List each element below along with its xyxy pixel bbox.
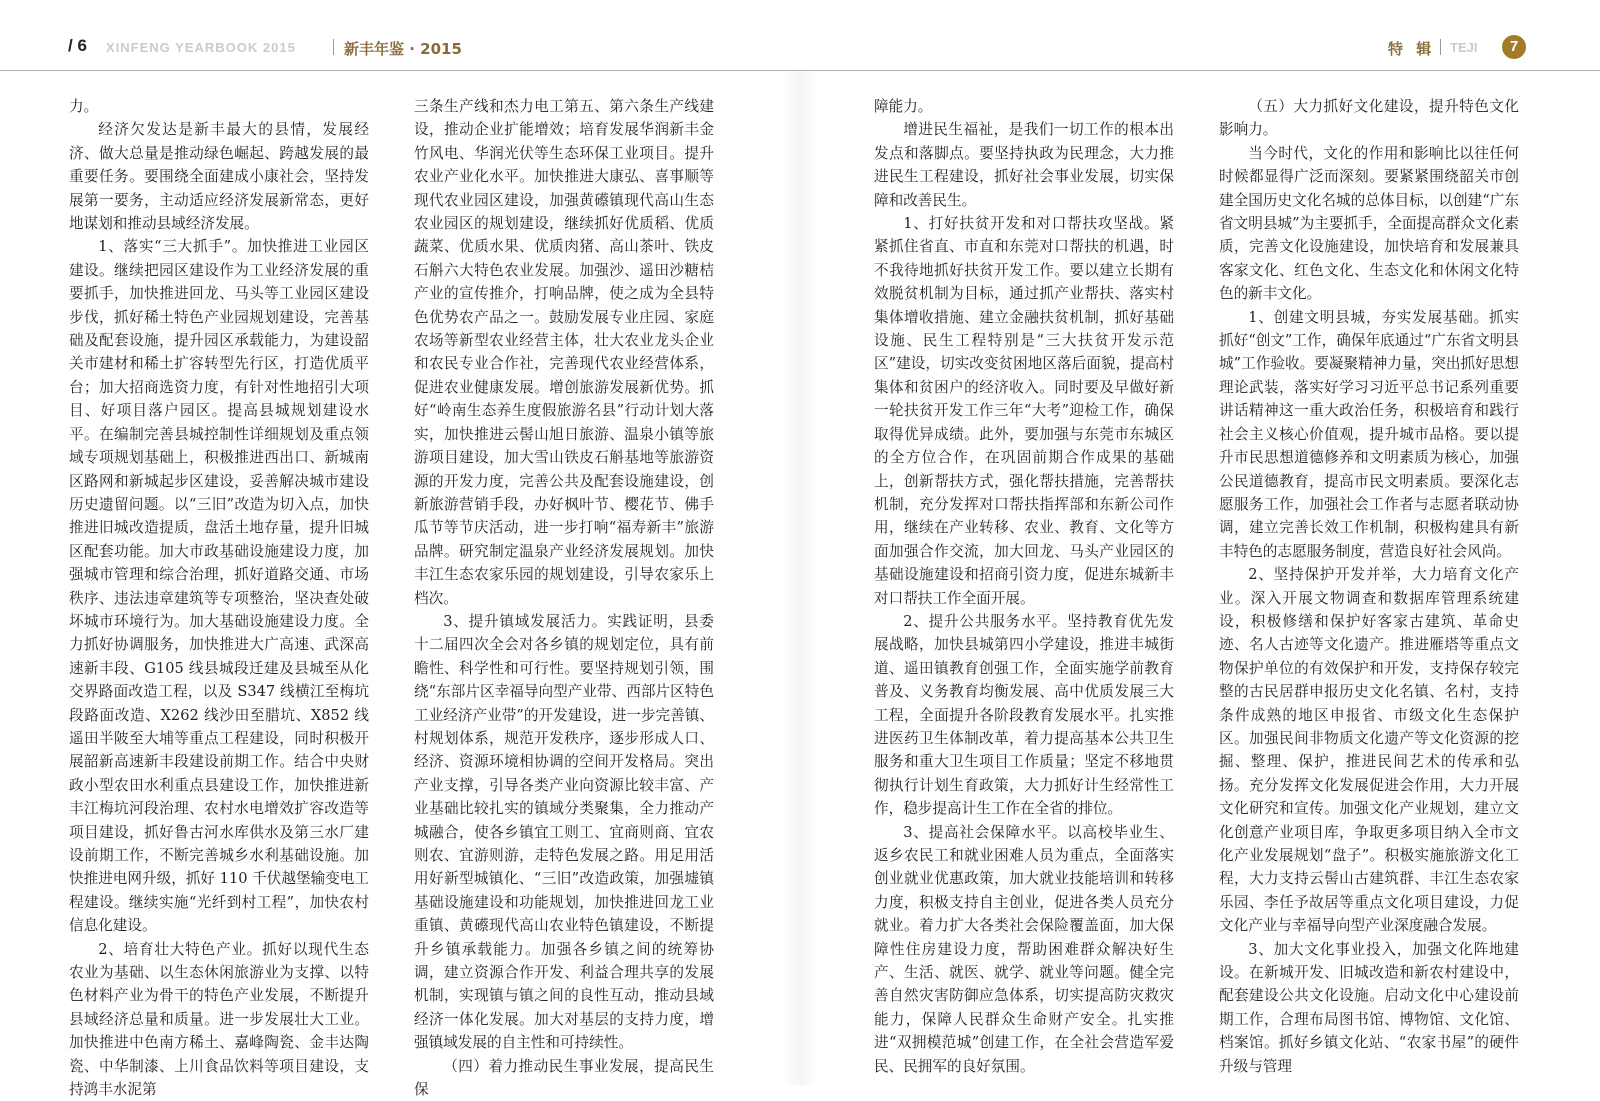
paragraph: 3、提升镇域发展活力。实践证明，县委十二届四次全会对各乡镇的规划定位，具有前瞻性、科学性和可行性。要坚持规划引领，围绕“东部片区幸福导向型产业带、西部片区特色工业经济产业带”的开发建设，进一步完善镇、村规划体系，规范开发秩序，逐步形成人口、经济、资源环境相协调的空间开发格局。突出产业支撑，引导各类产业向资源比较丰富、产业基础比较扎实的镇域分类聚集，全力推动产城融合，使各乡镇宜工则工、宜商则商、宜农则农、宜游则游，走特色发展之路。用足用活用好新型城镇化、“三旧”改造政策，加强墟镇基础设施建设和功能规划，加快推进回龙工业重镇、黄礤现代高山农业特色镇建设，不断提升乡镇承载能力。加强各乡镇之间的统筹协调，建立资源合作开发、利益合理共享的发展机制，实现镇与镇之间的良性互动，推动县域经济一体化发展。加大对基层的支持力度，增强镇域发展的自主性和可持续性。	[414, 612, 714, 1052]
paragraph: 三条生产线和杰力电工第五、第六条生产线建设，推动企业扩能增效；培育发展华润新丰金竹风电、华润光伏等生态环保工业项目。提升农业产业化水平。加快推进大康弘、喜事顺等现代农业园区建设，加强黄礤镇现代高山生态农业园区的规划建设，继续抓好优质稻、优质蔬菜、优质水果、优质肉猪、高山茶叶、铁皮石斛六大特色农业发展。加强沙、遥田沙糖桔产业的宣传推介，打响品牌，使之成为全县特色优势农产品之一。鼓励发展专业庄园、家庭农场等新型农业经营主体，壮大农业龙头企业和农民专业合作社，完善现代农业经营体系，促进农业健康发展。增创旅游发展新优势。抓好“岭南生态养生度假旅游名县”行动计划大落实，加快推进云髻山旭日旅游、温泉小镇等旅游项目建设，加大雪山铁皮石斛基地等旅游资源的开发力度，完善公共及配套设施建设，创新旅游营销手段，办好枫叶节、樱花节、佛手瓜节等节庆活动，进一步打响“福寿新丰”旅游品牌。研究制定温泉产业经济发展规划。加快丰江生态农家乐园的规划建设，引导农家乐上档次。	[414, 98, 714, 607]
paragraph: 障能力。	[874, 98, 933, 115]
paragraph: （五）大力抓好文化建设，提升特色文化影响力。	[1219, 98, 1519, 139]
paragraph: 2、培育壮大特色产业。抓好以现代生态农业为基础、以生态休闲旅游业为支撑、以特色材料产业为骨干的特色产业发展，不断提升县域经济总量和质量。进一步发展壮大工业。加快推进中色南方稀土、嘉峰陶瓷、金丰达陶瓷、中华制漆、上川食品饮料等项目建设，支持鸿丰水泥第	[69, 940, 369, 1099]
paragraph: 1、创建文明县城，夯实发展基础。抓实抓好“创文”工作，确保年底通过“广东省文明县城”工作验收。要凝聚精神力量，突出抓好思想理论武装，落实好学习习近平总书记系列重要讲话精神这一重大政治任务，积极培育和践行社会主义核心价值观，提升城市品格。要以提升市民思想道德修养和文明素质为核心，加强公民道德教育，提高市民文明素质。要深化志愿服务工作，加强社会工作者与志愿者联动协调，建立完善长效工作机制，积极构建具有新丰特色的志愿服务制度，营造良好社会风尚。	[1219, 308, 1519, 560]
text-column-4	[1219, 95, 1519, 1075]
yearbook-title-cn: 新丰年鉴 · 2015	[344, 40, 462, 58]
text-column-3	[874, 95, 1174, 1075]
paragraph: 当今时代，文化的作用和影响比以往任何时候都显得广泛而深刻。要紧紧围绕韶关市创建全国历史文化名城的总体目标，以创建“广东省文明县城”为主要抓手，全面提高群众文化素质，完善文化设施建设，加快培育和发展兼具客家文化、红色文化、生态文化和休闲文化特色的新丰文化。	[1219, 144, 1519, 303]
header-divider	[333, 39, 334, 55]
text-column-1	[69, 95, 369, 1099]
paragraph: 3、加大文化事业投入，加强文化阵地建设。在新城开发、旧城改造和新农村建设中，配套建设公共文化设施。启动文化中心建设前期工作，合理布局图书馆、博物馆、文化馆、档案馆。抓好乡镇文化站、“农家书屋”的硬件升级与管理	[1219, 940, 1519, 1075]
header-divider	[1440, 39, 1441, 55]
paragraph: 力。	[69, 98, 99, 115]
paragraph: 增进民生福祉，是我们一切工作的根本出发点和落脚点。要坚持执政为民理念，大力推进民生工程建设，抓好社会事业发展，切实保障和改善民生。	[874, 121, 1174, 209]
section-title-cn: 特 辑	[1388, 40, 1436, 58]
paragraph: 1、落实“三大抓手”。加快推进工业园区建设。继续把园区建设作为工业经济发展的重要抓手，加快推进回龙、马头等工业园区建设步伐，抓好稀土特色产业园规划建设，完善基础及配套设施，提升园区承载能力，为建设韶关市建材和稀土扩容转型先行区，打造优质平台；加大招商选资力度，有针对性地招引大项目、好项目落户园区。提高县城规划建设水平。在编制完善县城控制性详细规划及重点领域专项规划基础上，积极推进西出口、新城南区路网和新城起步区建设，妥善解决城市建设历史遗留问题。以“三旧”改造为切入点，加快推进旧城改造提质，盘活土地存量，提升旧城区配套功能。加大市政基础设施建设力度，加强城市管理和综合治理，抓好道路交通、市场秩序、违法违章建筑等专项整治，坚决查处破坏城市环境行为。加大基础设施建设力度。全力抓好协调服务，加快推进大广高速、武深高速新丰段、G105 线县城段迁建及县城至从化交界路面改造工程，以及 S347 线横江至梅坑段路面改造、X262 线沙田至腊坑、X852 线遥田半陂至大埔等重点工程建设，同时积极开展韶新高速新丰段建设前期工作。结合中央财政小型农田水利重点县建设工作，加快推进新丰江梅坑河段治理、农村水电增效扩容改造等项目建设，抓好鲁古河水库供水及第三水厂建设前期工作，不断完善城乡水利基础设施。加快推进电网升级，抓好 110 千伏越堡输变电工程建设。继续实施“光纤到村工程”，加快农村信息化建设。	[69, 238, 369, 935]
right-page-number-badge: 7	[1502, 35, 1526, 59]
paragraph: 1、打好扶贫开发和对口帮扶攻坚战。紧紧抓住省直、市直和东莞对口帮扶的机遇，时不我待地抓好扶贫开发工作。要以建立长期有效脱贫机制为目标，通过抓产业帮扶、落实村集体增收措施、建立金融扶贫机制，抓好基础设施、民生工程特别是“三大扶贫开发示范区”建设，切实改变贫困地区落后面貌，提高村集体和贫困户的经济收入。同时要及早做好新一轮扶贫开发工作三年“大考”迎检工作，确保取得优异成绩。此外，要加强与东莞市东城区的全方位合作，在巩固前期合作成果的基础上，创新帮扶方式，强化帮扶措施，完善帮扶机制，充分发挥对口帮扶指挥部和东新公司作用，继续在产业转移、农业、教育、文化等方面加强合作交流，加大回龙、马头产业园区的基础设施建设和招商引资力度，促进东城新丰对口帮扶工作全面开展。	[874, 215, 1174, 607]
section-title-en: TEJI	[1450, 40, 1478, 55]
text-column-2	[414, 95, 714, 1099]
paragraph: 2、坚持保护开发并举，大力培育文化产业。深入开展文物调查和数据库管理系统建设，积极修缮和保护好客家古建筑、革命史迹、名人古迹等文化遗产。推进雁塔等重点文物保护单位的有效保护和开发，支持保存较完整的古民居群申报历史文化名镇、名村，支持条件成熟的地区申报省、市级文化生态保护区。加强民间非物质文化遗产等文化资源的挖掘、整理、保护，推进民间艺术的传承和弘扬。充分发挥文化发展促进会作用，大力开展文化研究和宣传。加强文化产业规划，建立文化创意产业项目库，争取更多项目纳入全市文化产业发展规划“盘子”。积极实施旅游文化工程，大力支持云髻山古建筑群、丰江生态农家乐园、李任予故居等重点文化项目建设，力促文化产业与幸福导向型产业深度融合发展。	[1219, 566, 1519, 935]
yearbook-title-en: XINFENG YEARBOOK 2015	[106, 40, 296, 55]
left-page-number: / 6	[68, 36, 87, 55]
page-header	[0, 0, 1600, 71]
page-gutter	[782, 71, 818, 1085]
paragraph: 2、提升公共服务水平。坚持教育优先发展战略，加快县城第四小学建设，推进丰城街道、遥田镇教育创强工作，全面实施学前教育普及、义务教育均衡发展、高中优质发展三大工程，全面提升各阶段教育发展水平。扎实推进医药卫生体制改革，着力提高基本公共卫生服务和重大卫生项目工作质量；坚定不移地贯彻执行计划生育政策，大力抓好计生经常性工作，稳步提高计生工作在全省的排位。	[874, 612, 1174, 818]
paragraph: 经济欠发达是新丰最大的县情，发展经济、做大总量是推动绿色崛起、跨越发展的最重要任务。要围绕全面建成小康社会，坚持发展第一要务，主动适应经济发展新常态，更好地谋划和推动县域经济发展。	[69, 121, 369, 233]
paragraph: （四）着力推动民生事业发展，提高民生保	[414, 1057, 714, 1099]
paragraph: 3、提高社会保障水平。以高校毕业生、返乡农民工和就业困难人员为重点，全面落实创业就业优惠政策，加大就业技能培训和转移力度，积极支持自主创业，促进各类人员充分就业。着力扩大各类社会保险覆盖面，加大保障性住房建设力度，帮助困难群众解决好生产、生活、就医、就学、就业等问题。健全完善自然灾害防御应急体系，切实提高防灾救灾能力，保障人民群众生命财产安全。扎实推进“双拥模范城”创建工作，在全社会营造军爱民、民拥军的良好氛围。	[874, 823, 1174, 1075]
